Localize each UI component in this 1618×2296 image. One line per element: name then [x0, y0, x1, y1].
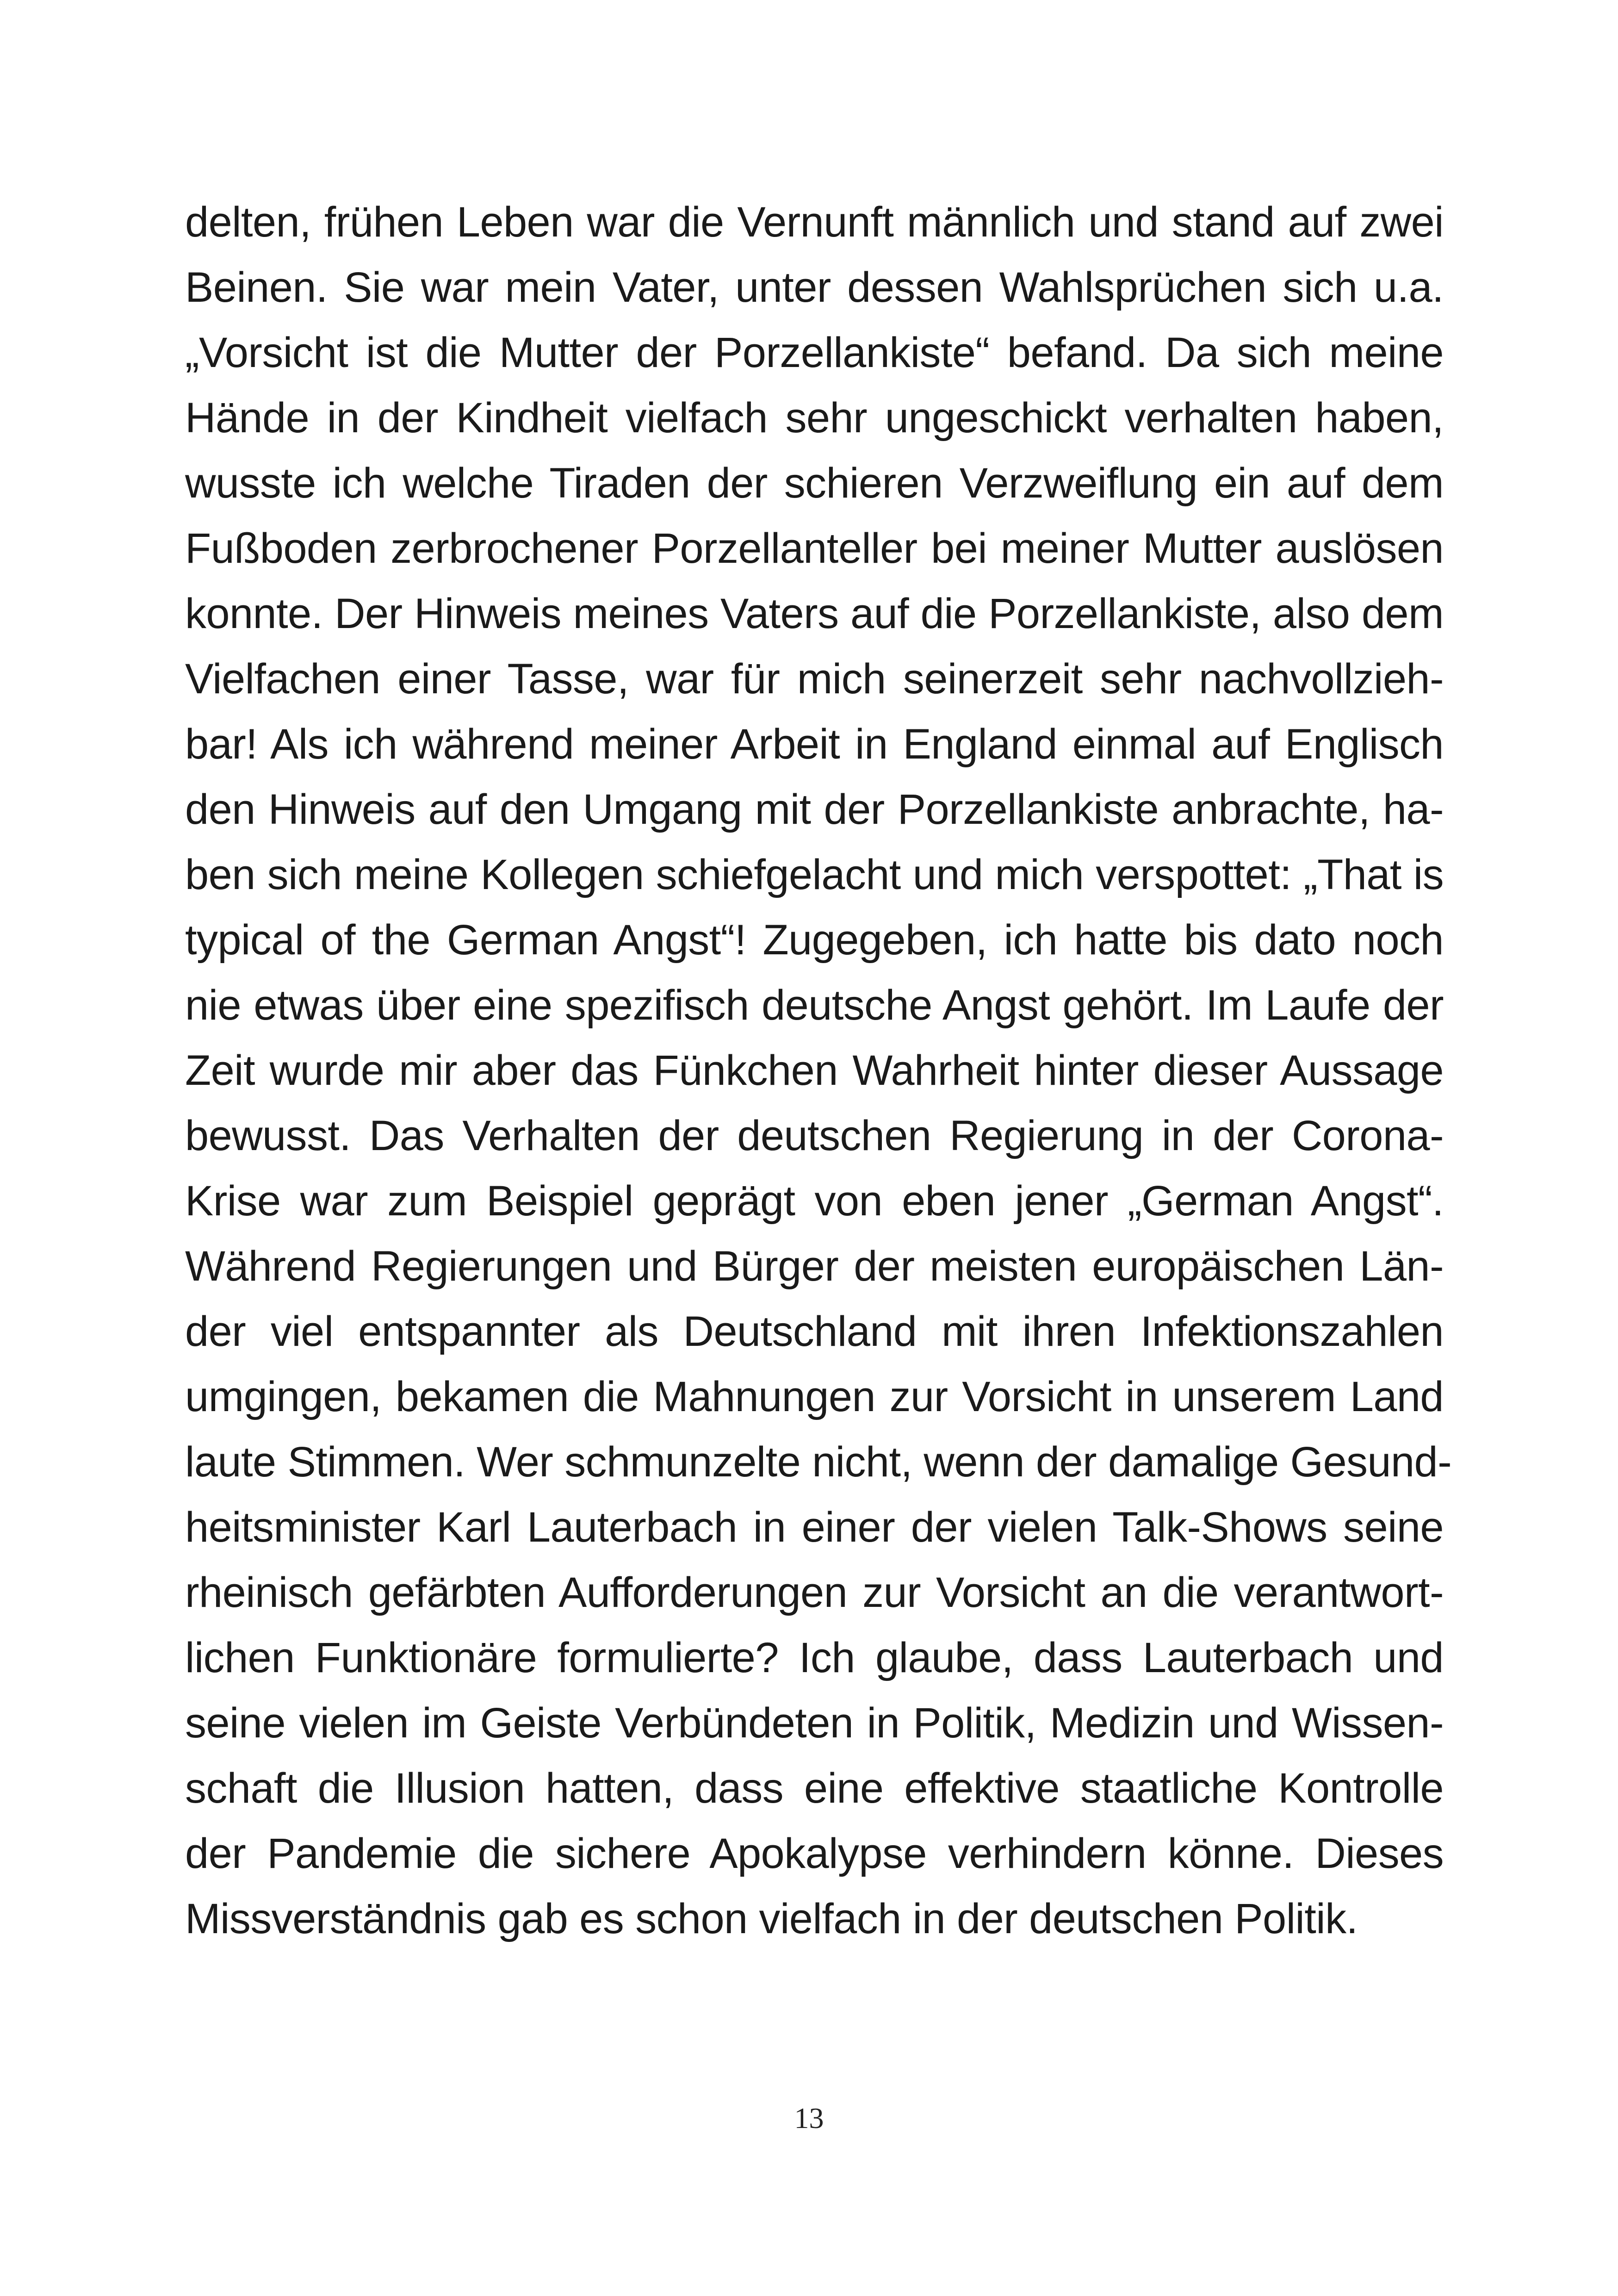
text-line: umgingen, bekamen die Mahnungen zur Vorsicht in unserem Land [185, 1373, 1444, 1420]
text-line: Vielfachen einer Tasse, war für mich seinerzeit sehr nachvollzieh- [185, 655, 1444, 703]
text-line: der viel entspannter als Deutschland mit ihren Infektionszahlen [185, 1308, 1444, 1355]
text-line: Hände in der Kindheit vielfach sehr ungeschickt verhalten haben, [185, 394, 1444, 442]
text-line: bewusst. Das Verhalten der deutschen Regierung in der Corona- [185, 1112, 1444, 1159]
text-line: der Pandemie die sichere Apokalypse verhindern könne. Dieses [185, 1830, 1444, 1877]
text-line: laute Stimmen. Wer schmunzelte nicht, wenn der damalige Gesund- [185, 1438, 1452, 1486]
text-line: wusste ich welche Tiraden der schieren Verzweiflung ein auf dem [185, 460, 1444, 507]
text-line: konnte. Der Hinweis meines Vaters auf die Porzellankiste, also dem [185, 590, 1444, 637]
text-line: ben sich meine Kollegen schiefgelacht und mich verspottet: „That is [185, 851, 1444, 898]
text-line: den Hinweis auf den Umgang mit der Porzellankiste anbrachte, ha- [185, 786, 1444, 833]
text-line: Zeit wurde mir aber das Fünkchen Wahrheit hinter dieser Aussage [185, 1047, 1444, 1094]
text-line: schaft die Illusion hatten, dass eine effektive staatliche Kontrolle [185, 1765, 1444, 1812]
text-line: rheinisch gefärbten Aufforderungen zur Vorsicht an die verantwort- [185, 1569, 1444, 1616]
text-line: typical of the German Angst“! Zugegeben, ich hatte bis dato noch [185, 916, 1444, 964]
body-paragraph [185, 190, 1452, 1952]
text-line: delten, frühen Leben war die Vernunft männlich und stand auf zwei [185, 199, 1444, 246]
text-line: Krise war zum Beispiel geprägt von eben jener „German Angst“. [185, 1177, 1444, 1225]
text-line: lichen Funktionäre formulierte? Ich glaube, dass Lauterbach und [185, 1634, 1444, 1681]
text-line: Beinen. Sie war mein Vater, unter dessen Wahlsprüchen sich u.a. [185, 264, 1444, 311]
text-line: seine vielen im Geiste Verbündeten in Politik, Medizin und Wissen- [185, 1699, 1444, 1747]
text-line: bar! Als ich während meiner Arbeit in England einmal auf Englisch [185, 721, 1444, 768]
page-number: 13 [794, 2102, 824, 2134]
text-line: „Vorsicht ist die Mutter der Porzellankiste“ befand. Da sich meine [185, 329, 1444, 376]
text-line: Fußboden zerbrochener Porzellanteller bei meiner Mutter auslösen [185, 525, 1444, 572]
text-line: heitsminister Karl Lauterbach in einer der vielen Talk-Shows seine [185, 1504, 1444, 1551]
text-line: Missverständnis gab es schon vielfach in der deutschen Politik. [185, 1895, 1358, 1942]
text-line: nie etwas über eine spezifisch deutsche Angst gehört. Im Laufe der [185, 982, 1444, 1029]
text-line: Während Regierungen und Bürger der meisten europäischen Län- [185, 1243, 1444, 1290]
